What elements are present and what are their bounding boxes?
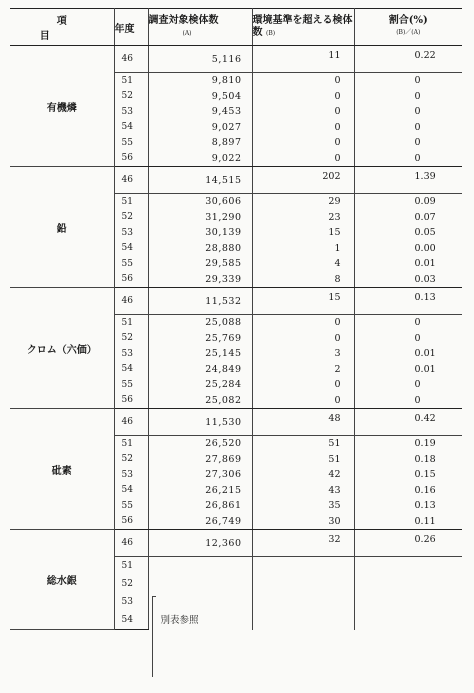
count-b-cell: 42 [252,467,354,483]
count-b-cell: 0 [252,331,354,347]
ratio-cell: 0 [414,90,421,102]
year-cell: 54 [114,362,148,378]
header-count-a [148,9,252,46]
count-a-cell: 26,749 [148,514,252,530]
empty-cell [354,557,462,630]
year-cell: 53 [114,225,148,241]
ratio-cell: 0 [414,75,421,87]
header-count-a-sub: (A) [182,29,192,37]
count-b-cell: 8 [252,272,354,288]
count-a-cell: 25,769 [148,331,252,347]
ratio-cell: 0.01 [414,363,436,375]
count-a-cell: 30,139 [148,225,252,241]
count-b-cell: 3 [252,346,354,362]
year-cell: 56 [114,272,148,288]
count-b-cell: 0 [252,135,354,151]
count-b-cell: 202 [252,167,354,194]
table-row [10,409,462,436]
count-b-cell: 0 [252,104,354,120]
year-cell: 55 [114,498,148,514]
year-cell: 54 [114,483,148,499]
count-b-cell: 15 [252,288,354,315]
year-cell: 56 [114,393,148,409]
reference-note: 別表参照 [148,557,252,630]
count-a-cell: 28,880 [148,241,252,257]
count-b-cell: 30 [252,514,354,530]
ratio-cell: 0.05 [414,227,436,239]
year-cell: 51 [114,557,148,576]
count-b-cell: 0 [252,151,354,167]
ratio-cell: 0.13 [414,500,436,512]
ratio-cell: 0.26 [354,530,462,557]
header-year: 年度 [114,9,148,46]
year-cell: 54 [114,611,148,630]
count-a-cell: 8,897 [148,135,252,151]
year-cell: 51 [114,315,148,331]
count-b-cell: 0 [252,120,354,136]
count-b-cell: 0 [252,89,354,105]
empty-cell [252,557,354,630]
ratio-cell: 0.22 [354,46,462,73]
ratio-cell: 0.01 [414,348,436,360]
ratio-cell: 0.09 [414,196,436,208]
count-a-cell: 27,869 [148,452,252,468]
count-b-cell: 32 [252,530,354,557]
count-b-cell: 0 [252,377,354,393]
count-a-cell: 26,520 [148,436,252,452]
header-item: 項目 [10,9,114,46]
header-count-b [252,9,354,46]
ratio-cell: 0 [414,332,421,344]
count-a-cell: 27,306 [148,467,252,483]
ratio-cell: 0.18 [414,453,436,465]
ratio-cell: 0.03 [354,272,462,288]
header-ratio-sub: (B)／(A) [396,29,421,36]
count-a-cell: 12,360 [148,530,252,557]
header-ratio [354,9,462,46]
year-cell: 46 [114,46,148,73]
year-cell: 55 [114,135,148,151]
table-row [10,167,462,194]
table-body [10,46,462,630]
count-b-cell: 51 [252,452,354,468]
count-a-cell: 9,022 [148,151,252,167]
count-a-cell: 25,284 [148,377,252,393]
count-a-cell: 29,585 [148,256,252,272]
count-a-cell: 9,810 [148,73,252,89]
count-b-cell: 48 [252,409,354,436]
count-b-cell: 0 [252,73,354,89]
ratio-cell: 0 [414,317,421,329]
year-cell: 51 [114,73,148,89]
year-cell: 55 [114,377,148,393]
ratio-cell: 0.13 [354,288,462,315]
count-a-cell: 26,215 [148,483,252,499]
year-cell: 53 [114,467,148,483]
count-a-cell: 11,530 [148,409,252,436]
count-a-cell: 26,861 [148,498,252,514]
count-b-cell: 11 [252,46,354,73]
note-bracket [152,596,156,677]
ratio-cell: 0 [414,106,421,118]
year-cell: 54 [114,120,148,136]
ratio-cell: 0 [414,137,421,149]
year-cell: 53 [114,593,148,611]
count-a-cell: 25,088 [148,315,252,331]
header-count-b-label: 環境基準を超える検体数 [252,14,353,38]
year-cell: 52 [114,575,148,593]
count-b-cell: 0 [252,315,354,331]
year-cell: 46 [114,530,148,557]
ratio-cell: 0 [354,393,462,409]
count-b-cell: 1 [252,241,354,257]
count-a-cell: 9,504 [148,89,252,105]
year-cell: 51 [114,194,148,210]
header-count-b-sub: (B) [265,29,276,37]
table-row [10,46,462,73]
count-b-cell: 0 [252,393,354,409]
year-cell: 56 [114,151,148,167]
year-cell: 46 [114,288,148,315]
year-cell: 51 [114,436,148,452]
item-name: 総水銀 [10,530,114,630]
year-cell: 52 [114,89,148,105]
ratio-cell: 0.11 [354,514,462,530]
count-a-cell: 9,453 [148,104,252,120]
year-cell: 53 [114,346,148,362]
year-cell: 52 [114,452,148,468]
ratio-cell: 0.00 [414,242,436,254]
ratio-cell: 1.39 [354,167,462,194]
year-cell: 46 [114,167,148,194]
ratio-cell: 0.15 [414,469,436,481]
count-b-cell: 23 [252,210,354,226]
count-a-cell: 25,145 [148,346,252,362]
ratio-cell: 0.42 [354,409,462,436]
count-a-cell: 11,532 [148,288,252,315]
count-a-cell: 25,082 [148,393,252,409]
ratio-cell: 0 [414,121,421,133]
count-b-cell: 43 [252,483,354,499]
table-row [10,530,462,557]
ratio-cell: 0 [414,379,421,391]
count-a-cell: 29,339 [148,272,252,288]
year-cell: 52 [114,210,148,226]
header-ratio-label: 割合(%) [388,15,428,26]
count-b-cell: 4 [252,256,354,272]
table-row [10,288,462,315]
count-b-cell: 15 [252,225,354,241]
year-cell: 52 [114,331,148,347]
item-name: 砒素 [10,409,114,530]
item-name: クロム（六価） [10,288,114,409]
year-cell: 53 [114,104,148,120]
count-a-cell: 14,515 [148,167,252,194]
header-row [10,9,462,46]
count-b-cell: 2 [252,362,354,378]
ratio-cell: 0.19 [414,438,436,450]
ratio-cell: 0 [354,151,462,167]
item-name: 有機燐 [10,46,114,167]
year-cell: 56 [114,514,148,530]
count-b-cell: 29 [252,194,354,210]
header-count-a-label: 調査対象検体数 [148,14,219,26]
pollution-table [10,8,462,630]
year-cell: 54 [114,241,148,257]
count-a-cell: 24,849 [148,362,252,378]
year-cell: 55 [114,256,148,272]
count-b-cell: 35 [252,498,354,514]
ratio-cell: 0.07 [414,211,436,223]
count-b-cell: 51 [252,436,354,452]
count-a-cell: 30,606 [148,194,252,210]
item-name: 鉛 [10,167,114,288]
count-a-cell: 31,290 [148,210,252,226]
count-a-cell: 5,116 [148,46,252,73]
ratio-cell: 0.01 [414,258,436,270]
count-a-cell: 9,027 [148,120,252,136]
ratio-cell: 0.16 [414,484,436,496]
year-cell: 46 [114,409,148,436]
